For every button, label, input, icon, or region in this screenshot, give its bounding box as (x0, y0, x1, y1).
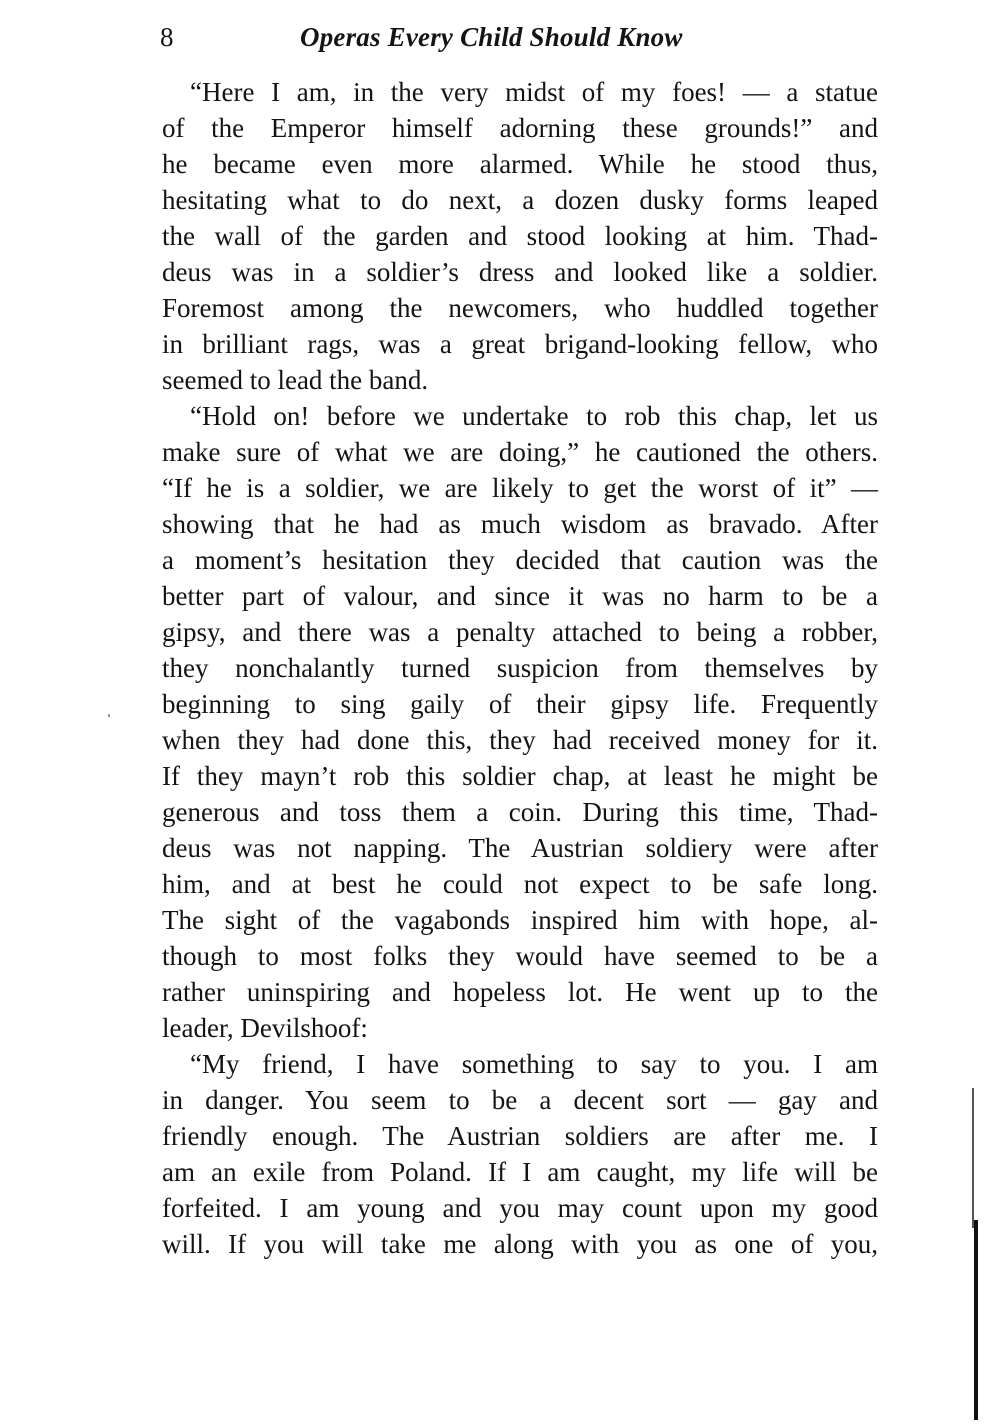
text-line: deus was in a soldier’s dress and looked like a soldier. (162, 257, 878, 287)
text-line: in brilliant rags, was a great brigand-looking fellow, who (162, 329, 878, 359)
text-line: hesitating what to do next, a dozen dusky forms leaped (162, 185, 878, 215)
text-line: “If he is a soldier, we are likely to get the worst of it” — (162, 473, 878, 503)
text-line: in danger. You seem to be a decent sort — gay and (162, 1085, 878, 1115)
text-line: will. If you will take me along with you as one of you, (162, 1229, 878, 1259)
text-line: make sure of what we are doing,” he cautioned the others. (162, 437, 878, 467)
scan-edge-line (972, 1088, 974, 1228)
text-line: beginning to sing gaily of their gipsy life. Frequently (162, 689, 878, 719)
text-line: “Hold on! before we undertake to rob this chap, let us (190, 401, 878, 431)
text-line: him, and at best he could not expect to be safe long. (162, 869, 878, 899)
text-line: showing that he had as much wisdom as bravado. After (162, 509, 878, 539)
paragraph-2 (162, 398, 878, 1046)
text-line: friendly enough. The Austrian soldiers are after me. I (162, 1121, 878, 1151)
scan-speck (108, 714, 110, 717)
paragraph-3 (162, 1046, 878, 1262)
text-line: better part of valour, and since it was no harm to be a (162, 581, 878, 611)
body-text (162, 74, 878, 1262)
text-line: gipsy, and there was a penalty attached to being a robber, (162, 617, 878, 647)
page-number: 8 (160, 22, 174, 52)
text-line: leader, Devilshoof: (162, 1013, 368, 1043)
text-line: rather uninspiring and hopeless lot. He went up to the (162, 977, 878, 1007)
text-line: “My friend, I have something to say to you. I am (190, 1049, 878, 1079)
text-line: Foremost among the newcomers, who huddled together (162, 293, 878, 323)
text-line: though to most folks they would have seemed to be a (162, 941, 878, 971)
text-line: generous and toss them a coin. During this time, Thad- (162, 797, 878, 827)
text-line: he became even more alarmed. While he stood thus, (162, 149, 878, 179)
text-line: they nonchalantly turned suspicion from themselves by (162, 653, 878, 683)
text-line: “Here I am, in the very midst of my foes! — a statue (190, 77, 878, 107)
text-line: forfeited. I am young and you may count upon my good (162, 1193, 878, 1223)
paragraph-1 (162, 74, 878, 398)
text-line: of the Emperor himself adorning these grounds!” and (162, 113, 878, 143)
text-line: seemed to lead the band. (162, 365, 429, 395)
text-line: am an exile from Poland. If I am caught, my life will be (162, 1157, 878, 1187)
text-line: deus was not napping. The Austrian soldiery were after (162, 833, 878, 863)
text-line: a moment’s hesitation they decided that caution was the (162, 545, 878, 575)
text-line: If they mayn’t rob this soldier chap, at least he might be (162, 761, 878, 791)
running-head-title: Operas Every Child Should Know (300, 22, 683, 52)
scan-edge-bar (974, 1220, 978, 1420)
text-line: when they had done this, they had received money for it. (162, 725, 878, 755)
text-line: The sight of the vagabonds inspired him with hope, al- (162, 905, 878, 935)
text-line: the wall of the garden and stood looking at him. Thad- (162, 221, 878, 251)
